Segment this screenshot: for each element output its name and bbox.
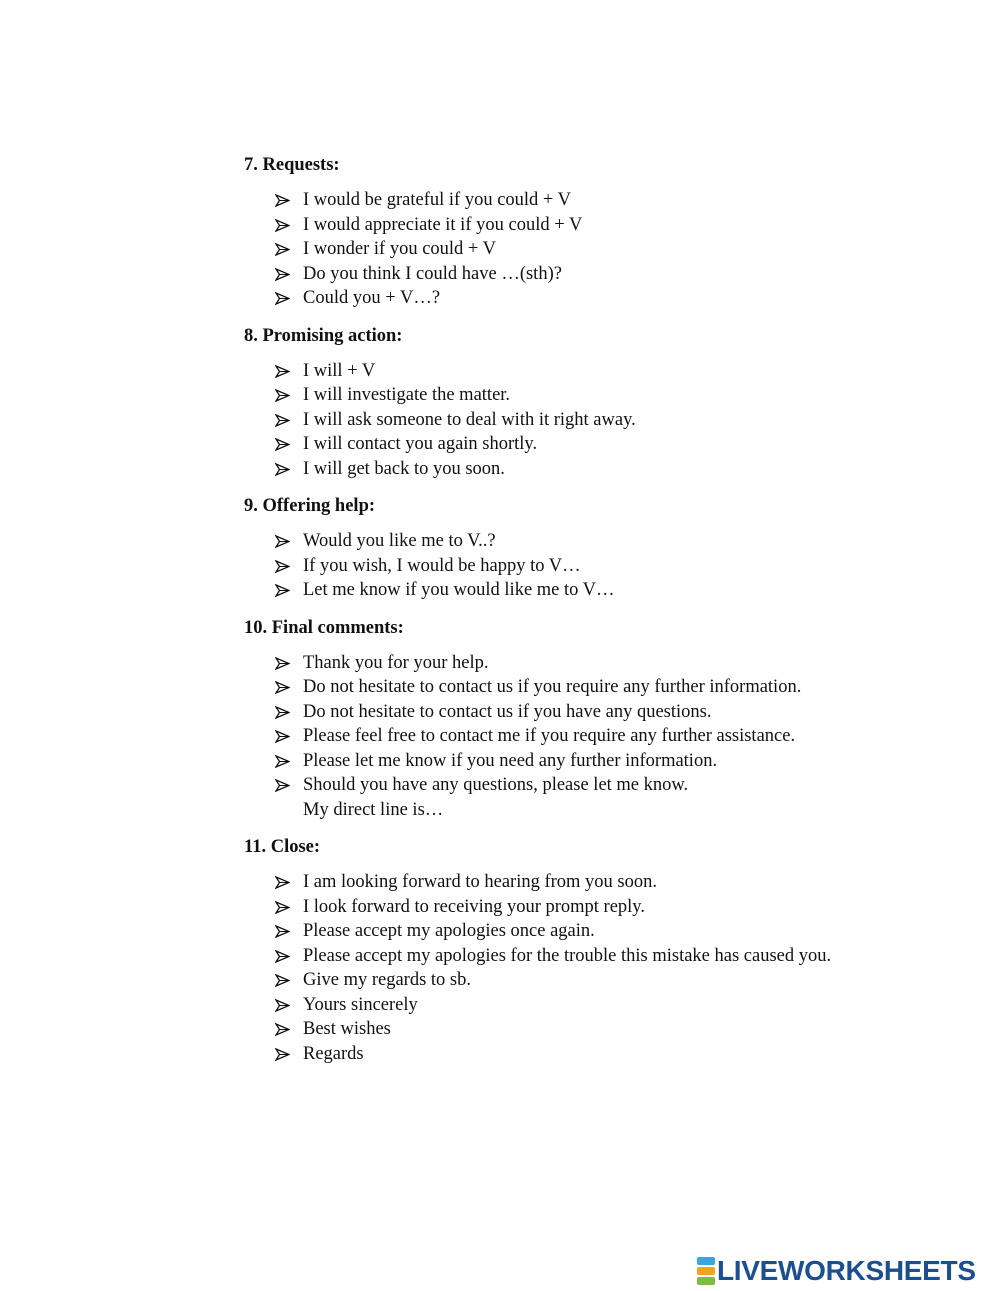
section-heading: 7. Requests:: [244, 155, 340, 175]
section-11: [244, 835, 924, 1066]
list-item-text: Do not hesitate to contact us if you have any questions.: [303, 701, 712, 722]
list-item-text: Please feel free to contact me if you require any further assistance.: [303, 726, 796, 746]
list-item: [274, 408, 924, 433]
arrow-bullet-icon: [274, 529, 292, 554]
bullet-list: [244, 870, 924, 1066]
arrow-bullet-icon: [274, 578, 292, 603]
arrow-bullet-icon: [274, 895, 292, 920]
list-item: [274, 895, 924, 920]
list-item-text: I will get back to you soon.: [303, 458, 505, 479]
list-item-text: Yours sincerely: [303, 994, 418, 1015]
list-item-text: I will + V: [303, 360, 376, 381]
section-9: [244, 494, 924, 603]
list-item: [274, 237, 924, 262]
list-item: [274, 993, 924, 1018]
list-item: [274, 578, 924, 603]
list-item-text: I would appreciate it if you could + V: [303, 214, 583, 235]
arrow-bullet-icon: [274, 1017, 292, 1042]
arrow-bullet-icon: [274, 262, 292, 287]
arrow-bullet-icon: [274, 944, 292, 969]
bullet-list: [244, 529, 924, 603]
section-8: [244, 324, 924, 482]
document-body: [244, 153, 924, 1079]
arrow-bullet-icon: [274, 359, 292, 384]
bullet-list: [244, 651, 924, 823]
list-item-text: Please accept my apologies for the trouble this mistake has caused you.: [303, 945, 832, 966]
arrow-bullet-icon: [274, 651, 292, 676]
arrow-bullet-icon: [274, 870, 292, 895]
list-item: [274, 554, 924, 579]
arrow-bullet-icon: [274, 213, 292, 238]
list-item: [274, 1017, 924, 1042]
list-item-text: Give my regards to sb.: [303, 970, 472, 990]
arrow-bullet-icon: [274, 188, 292, 213]
section-10: [244, 616, 924, 823]
list-item: [274, 529, 924, 554]
arrow-bullet-icon: [274, 773, 292, 798]
list-item: [274, 188, 924, 213]
list-item: [274, 1042, 924, 1067]
liveworksheets-logo[interactable]: [697, 1256, 976, 1286]
list-item-text: If you wish, I would be happy to V…: [303, 555, 581, 576]
list-item-text: Please let me know if you need any further information.: [303, 750, 718, 771]
list-item: [274, 968, 924, 993]
list-item-text: Could you + V…?: [303, 288, 441, 308]
list-item-text: Please accept my apologies once again.: [303, 921, 595, 941]
list-item: [274, 724, 924, 749]
list-item: [274, 944, 924, 969]
bullet-list: [244, 188, 924, 311]
list-item-text: I look forward to receiving your prompt reply.: [303, 896, 645, 917]
list-item-text: I will investigate the matter.: [303, 385, 511, 405]
list-item: [274, 213, 924, 238]
logo-text: LIVEWORKSHEETS: [717, 1255, 976, 1286]
bullet-list: [244, 359, 924, 482]
section-heading: 8. Promising action:: [244, 325, 403, 346]
arrow-bullet-icon: [274, 286, 292, 311]
list-item-text: Best wishes: [303, 1019, 391, 1039]
arrow-bullet-icon: [274, 457, 292, 482]
liveworksheets-logo-icon: [697, 1257, 715, 1285]
arrow-bullet-icon: [274, 675, 292, 700]
list-item: [274, 457, 924, 482]
arrow-bullet-icon: [274, 1042, 292, 1067]
list-item-text: Would you like me to V..?: [303, 531, 496, 551]
list-item: [274, 432, 924, 457]
list-item: [274, 919, 924, 944]
section-7: [244, 153, 924, 311]
list-item-text: Do not hesitate to contact us if you require any further information.: [303, 677, 802, 697]
arrow-bullet-icon: [274, 700, 292, 725]
section-heading: 10. Final comments:: [244, 617, 404, 638]
list-item: [274, 651, 924, 676]
list-item: [274, 359, 924, 384]
arrow-bullet-icon: [274, 993, 292, 1018]
arrow-bullet-icon: [274, 724, 292, 749]
arrow-bullet-icon: [274, 968, 292, 993]
arrow-bullet-icon: [274, 408, 292, 433]
list-item-text: I wonder if you could + V: [303, 239, 497, 259]
arrow-bullet-icon: [274, 432, 292, 457]
arrow-bullet-icon: [274, 919, 292, 944]
list-item-continuation: My direct line is…: [303, 799, 444, 820]
list-item-text: I would be grateful if you could + V: [303, 190, 572, 210]
section-heading: 11. Close:: [244, 837, 321, 857]
list-item-text: Thank you for your help.: [303, 652, 489, 673]
list-item: [274, 700, 924, 725]
arrow-bullet-icon: [274, 749, 292, 774]
list-item: [274, 286, 924, 311]
list-item: [274, 773, 924, 822]
section-heading: 9. Offering help:: [244, 496, 376, 516]
list-item-text: Should you have any questions, please let me know.: [303, 775, 689, 795]
arrow-bullet-icon: [274, 554, 292, 579]
list-item-text: I am looking forward to hearing from you soon.: [303, 872, 657, 892]
arrow-bullet-icon: [274, 383, 292, 408]
list-item: [274, 675, 924, 700]
list-item-text: I will contact you again shortly.: [303, 434, 538, 454]
list-item: [274, 749, 924, 774]
list-item: [274, 870, 924, 895]
list-item-text: I will ask someone to deal with it right away.: [303, 409, 636, 430]
list-item: [274, 262, 924, 287]
arrow-bullet-icon: [274, 237, 292, 262]
list-item-text: Let me know if you would like me to V…: [303, 580, 615, 600]
list-item-text: Do you think I could have …(sth)?: [303, 263, 562, 284]
list-item-text: Regards: [303, 1043, 364, 1064]
list-item: [274, 383, 924, 408]
